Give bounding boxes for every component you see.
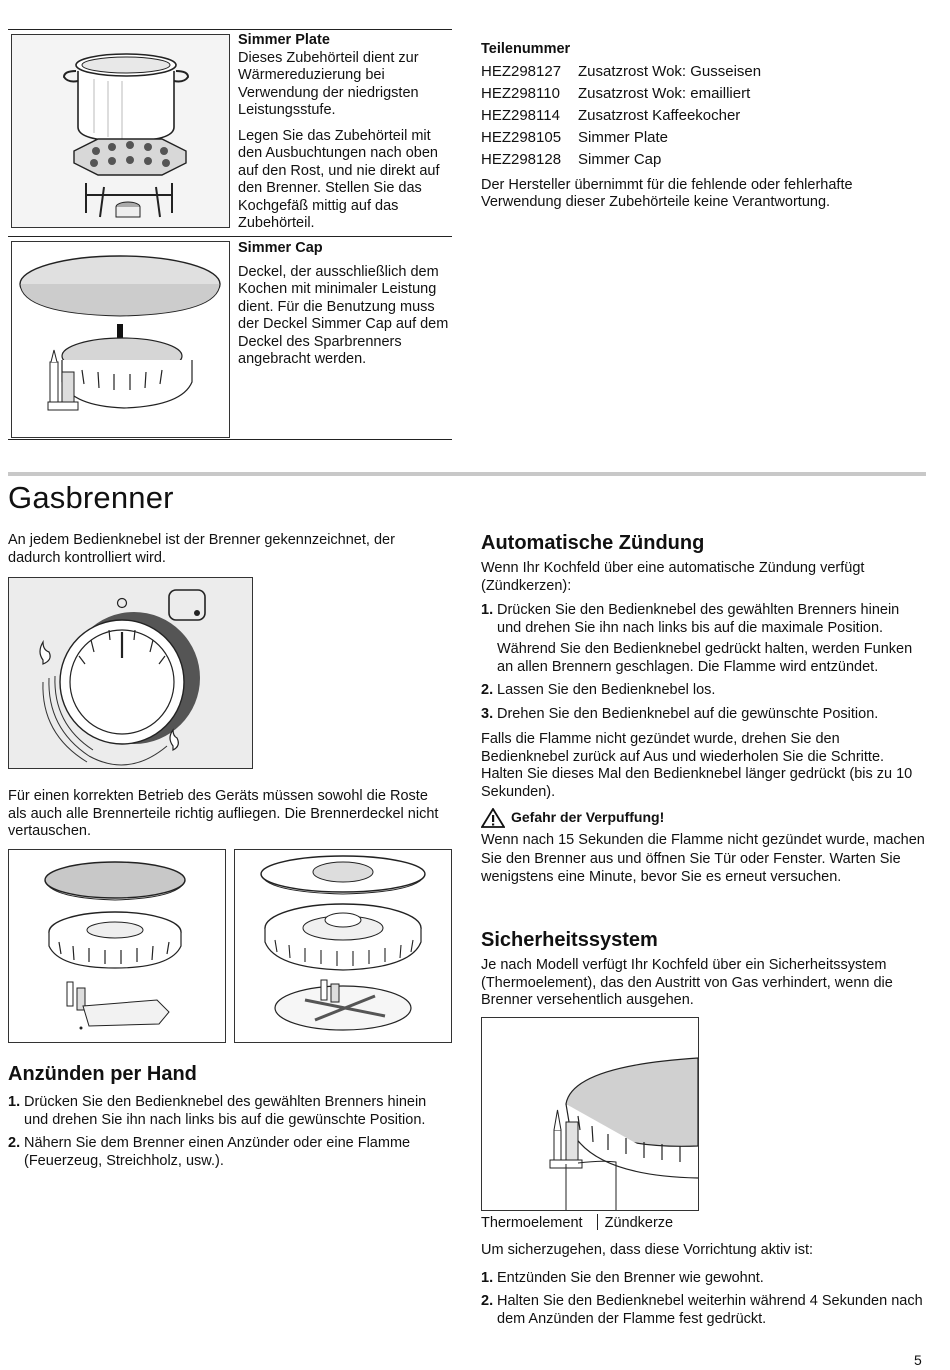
knob-figure [8, 577, 253, 769]
page-number: 5 [914, 1352, 922, 1368]
list-item: 1. Entzünden Sie den Brenner wie gewohnt. [481, 1269, 764, 1286]
auto-fallback: Falls die Flamme nicht gezündet wurde, drehen Sie den Bedienknebel zurück auf Aus und wiederholen Sie die Schritte. Halten Sie dieses Mal den Bedienknebel länger gedrückt (bis zu 10 Sekunden). [481, 731, 913, 800]
safety-intro: Je nach Modell verfügt Ihr Kochfeld über ein Sicherheitssystem (Thermoelement), das den Austritt von Gas verhindert, wenn die Brenner versehentlich ausgehen. [481, 957, 893, 1008]
simmer-plate-figure [11, 34, 230, 228]
manual-steps [8, 1094, 448, 1170]
simmer-cap-figure [11, 241, 230, 438]
simmer-cap-desc: Deckel, der ausschließlich dem Kochen mit minimaler Leistung dient. Für die Benutzung muss der Deckel Simmer Cap auf dem Deckel des Sparbrenners angebracht werden. [238, 263, 449, 367]
thermocouple-figure [481, 1017, 699, 1211]
list-item: 1. Drücken Sie den Bedienknebel des gewählten Brenners hinein und drehen Sie ihn nach links bis auf die gewünschte Position. [8, 1094, 427, 1128]
simmer-cap-illustration [12, 242, 229, 437]
safety-heading: Sicherheitssystem [481, 929, 658, 951]
safety-check-intro: Um sicherzugehen, dass diese Vorrichtung aktiv ist: [481, 1242, 814, 1258]
simmer-cap-title: Simmer Cap [238, 240, 323, 256]
simmer-plate-text [238, 32, 452, 233]
list-item: HEZ298128 Simmer Cap [481, 150, 662, 168]
list-item: HEZ298114 Zusatzrost Kaffeekocher [481, 106, 741, 124]
list-item: 2. Nähern Sie dem Brenner einen Anzünder oder eine Flamme (Feuerzeug, Streichholz, usw.). [8, 1135, 411, 1169]
list-item: 2. Halten Sie den Bedienknebel weiterhin während 4 Sekunden nach dem Anzünden der Flamme fest gedrückt. [481, 1293, 923, 1327]
list-item: 1. Drücken Sie den Bedienknebel des gewählten Brenners hinein und drehen Sie ihn nach links bis auf die maximale Position. Während Sie den Bedienknebel gedrückt halten, werden Funken an allen Brennern geschlagen. Die Flamme wird entzündet. [481, 602, 913, 675]
list-item: HEZ298127 Zusatzrost Wok: Gusseisen [481, 62, 762, 80]
small-burner-exploded-illustration [9, 850, 225, 1042]
correct-usage-text: Für einen korrekten Betrieb des Geräts müssen sowohl die Roste als auch alle Brennerteile richtig aufliegen. Die Brennerdeckel nicht vertauschen. [8, 788, 439, 839]
list-item: 2. Lassen Sie den Bedienknebel los. [481, 682, 716, 698]
section-divider [8, 472, 926, 476]
warning-text: Wenn nach 15 Sekunden die Flamme nicht gezündet wurde, machen Sie den Brenner aus und öffnen Sie Tür oder Fenster. Warten Sie wenigstens eine Minute, bevor Sie es erneut versuchen. [481, 832, 925, 885]
burner-parts-figure-large [234, 849, 452, 1043]
list-item: 3. Drehen Sie den Bedienknebel auf die gewünschte Position. [481, 705, 879, 722]
warning-heading [481, 808, 926, 828]
bottom-rule [8, 439, 452, 440]
knob-illustration [9, 578, 252, 768]
auto-steps [481, 602, 926, 723]
safety-check-section [481, 1242, 926, 1328]
parts-section [481, 41, 926, 212]
simmer-plate-usage: Legen Sie das Zubehörteil mit den Ausbuchtungen nach oben auf den Rost, und nie direkt auf den Brenner. Stellen Sie das Kochgefäß mittig auf das Zubehörteil. [238, 127, 440, 231]
simmer-cap-text [238, 240, 452, 369]
list-item: HEZ298105 Simmer Plate [481, 128, 669, 146]
parts-note: Der Hersteller übernimmt für die fehlende oder fehlerhafte Verwendung dieser Zubehörteile keine Verantwortung. [481, 176, 853, 210]
warning-icon [481, 808, 505, 828]
auto-intro: Wenn Ihr Kochfeld über eine automatische Zündung verfügt (Zündkerzen): [481, 560, 865, 594]
auto-ignition-heading: Automatische Zündung [481, 532, 705, 554]
page-title: Gasbrenner [8, 480, 174, 515]
thermoelement-label: Thermoelement [481, 1215, 583, 1231]
spark-plug-label: Zündkerze [604, 1215, 674, 1231]
simmer-plate-desc: Dieses Zubehörteil dient zur Wärmereduzierung bei Verwendung der niedrigsten Leistungsstufe. [238, 49, 419, 118]
burner-parts-figure-small [8, 849, 226, 1043]
auto-ignition-section [481, 560, 926, 887]
list-item: HEZ298110 Zusatzrost Wok: emailliert [481, 84, 751, 102]
safety-steps [481, 1270, 926, 1329]
thermocouple-labels [481, 1214, 673, 1232]
manual-ignition-heading: Anzünden per Hand [8, 1063, 197, 1085]
parts-list [481, 61, 926, 171]
simmer-plate-illustration [12, 35, 229, 227]
parts-title: Teilenummer [481, 41, 571, 57]
mid-rule [8, 236, 452, 237]
warning-title: Gefahr der Verpuffung! [511, 809, 665, 826]
thermocouple-illustration [482, 1018, 698, 1210]
gas-intro: An jedem Bedienknebel ist der Brenner gekennzeichnet, der dadurch kontrolliert wird. [8, 532, 395, 566]
top-rule [8, 29, 452, 30]
large-burner-exploded-illustration [235, 850, 451, 1042]
simmer-plate-title: Simmer Plate [238, 32, 330, 48]
